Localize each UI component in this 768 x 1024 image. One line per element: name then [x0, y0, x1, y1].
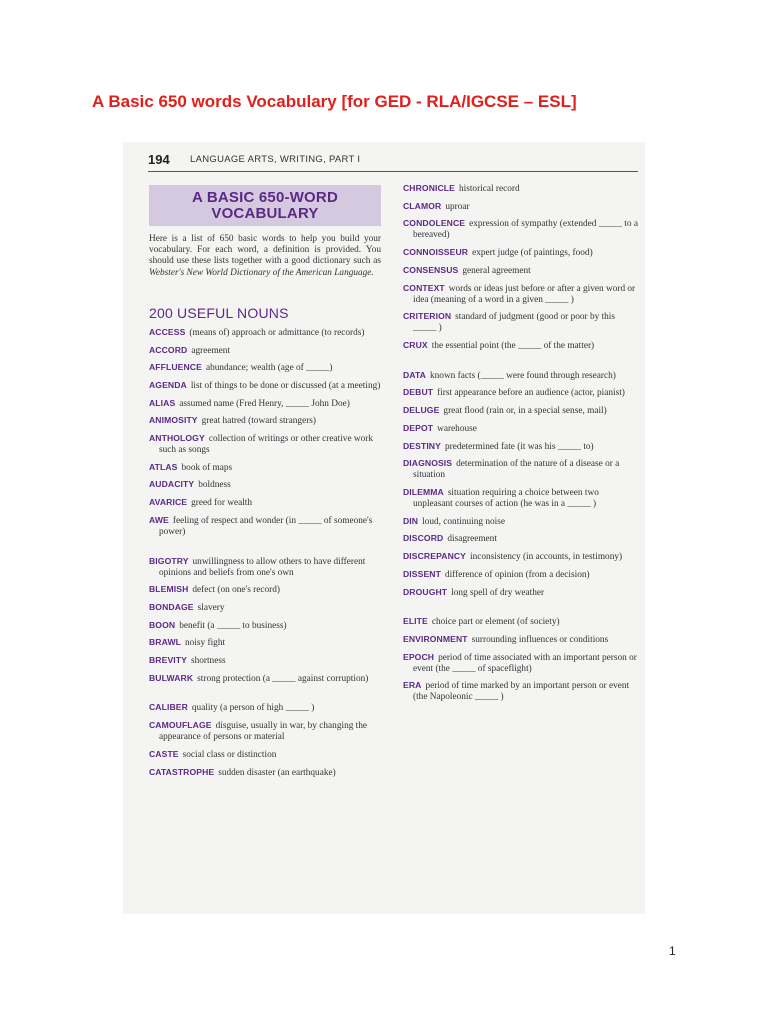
vocab-definition: list of things to be done or discussed (at a meeting)	[190, 380, 381, 391]
vocab-definition: book of maps	[181, 462, 233, 473]
letter-group-gap	[149, 544, 381, 556]
vocab-term: CONSENSUS	[403, 264, 459, 275]
vocab-definition: uproar	[445, 201, 470, 212]
intro-text: Here is a list of 650 basic words to help you build your vocabulary. For each word, a definition is provided. You should use these lists together with a good dictionary such as	[149, 234, 381, 267]
vocab-entry	[149, 479, 381, 491]
vocab-term: CRITERION	[403, 311, 452, 322]
vocab-entry	[403, 340, 638, 352]
vocab-definition: slavery	[197, 603, 225, 614]
left-column	[149, 185, 381, 784]
scan-page-number: 194	[148, 152, 170, 167]
vocab-entry	[403, 218, 638, 241]
vocab-term: CLAMOR	[403, 200, 442, 211]
vocab-entry	[403, 183, 638, 195]
vocab-term: CAMOUFLAGE	[149, 720, 212, 731]
vocab-term: DELUGE	[403, 405, 440, 416]
vocab-term: BREVITY	[149, 655, 187, 666]
vocab-definition: boldness	[198, 480, 231, 491]
vocab-term: EPOCH	[403, 651, 435, 662]
vocab-term: BULWARK	[149, 672, 194, 683]
right-entry-list	[403, 183, 638, 704]
vocab-entry	[149, 637, 381, 649]
vocab-term: CONDOLENCE	[403, 218, 466, 229]
vocab-entry	[403, 311, 638, 334]
vocab-entry	[403, 652, 638, 675]
vocab-definition: inconsistency (in accounts, in testimony)	[470, 552, 623, 563]
vocab-entry	[149, 433, 381, 456]
vocab-definition: historical record	[458, 184, 520, 194]
vocab-entry	[149, 655, 381, 667]
letter-group-gap	[403, 604, 638, 616]
vocab-entry	[403, 265, 638, 277]
vocab-definition: determination of the nature of a disease or a situation	[413, 459, 620, 481]
vocab-term: DISCORD	[403, 533, 444, 544]
vocab-definition: surrounding influences or conditions	[471, 634, 609, 645]
title-line-1: A BASIC 650-WORD	[192, 188, 338, 206]
letter-group-gap	[149, 690, 381, 702]
left-entry-list	[149, 327, 381, 779]
vocab-definition: strong protection (a _____ against corruption)	[197, 673, 369, 684]
vocab-definition: period of time associated with an important person or event (the _____ of spaceflight)	[413, 652, 637, 674]
vocab-term: ATLAS	[149, 461, 178, 472]
vocab-term: ANIMOSITY	[149, 415, 198, 426]
vocab-definition: unwillingness to allow others to have different opinions and beliefs from one's own	[159, 556, 366, 578]
vocab-term: CATASTROPHE	[149, 766, 215, 777]
vocab-term: ELITE	[403, 616, 428, 627]
vocab-entry	[403, 201, 638, 213]
vocab-entry	[149, 584, 381, 596]
vocab-term: BIGOTRY	[149, 555, 189, 566]
vocab-definition: benefit (a _____ to business)	[179, 620, 287, 631]
running-header	[148, 152, 638, 172]
vocab-definition: period of time marked by an important person or event (the Napoleonic _____ )	[413, 681, 630, 703]
scanned-page	[123, 142, 645, 914]
vocab-definition: sudden disaster (an earthquake)	[218, 767, 336, 778]
vocab-entry	[403, 587, 638, 599]
vocab-definition: shortness	[190, 656, 226, 667]
vocab-entry	[403, 516, 638, 528]
vocab-term: CRUX	[403, 340, 428, 351]
vocab-term: DESTINY	[403, 440, 441, 451]
vocab-term: ERA	[403, 680, 422, 691]
vocab-definition: expert judge (of paintings, food)	[472, 248, 593, 259]
vocab-entry	[403, 441, 638, 453]
vocab-definition: great flood (rain or, in a special sense, mail)	[443, 406, 607, 417]
vocab-definition: words or ideas just before or after a given word or idea (meaning of a word in a given _____ )	[413, 283, 636, 305]
section-heading: 200 USEFUL NOUNS	[149, 304, 289, 321]
running-head: LANGUAGE ARTS, WRITING, PART I	[190, 154, 361, 165]
vocab-term: CONTEXT	[403, 282, 445, 293]
vocab-definition: feeling of respect and wonder (in _____ of someone's power)	[159, 515, 373, 537]
vocab-entry	[149, 720, 381, 743]
vocab-entry	[403, 680, 638, 703]
vocab-entry	[149, 602, 381, 614]
vocab-entry	[403, 569, 638, 581]
vocab-entry	[403, 387, 638, 399]
vocab-entry	[149, 462, 381, 474]
vocab-definition: disguise, usually in war, by changing the appearance of persons or material	[159, 721, 368, 743]
intro-paragraph	[149, 234, 381, 279]
vocab-entry	[149, 415, 381, 427]
vocab-term: CONNOISSEUR	[403, 247, 469, 258]
vocab-term: AVARICE	[149, 497, 188, 508]
vocab-entry	[403, 634, 638, 646]
vocab-entry	[403, 533, 638, 545]
vocab-definition: agreement	[191, 345, 231, 356]
vocab-definition: difference of opinion (from a decision)	[444, 569, 590, 580]
vocab-term: ANTHOLOGY	[149, 432, 205, 443]
vocab-entry	[403, 551, 638, 563]
vocab-entry	[149, 398, 381, 410]
vocab-definition: first appearance before an audience (actor, pianist)	[437, 388, 625, 399]
vocab-definition: standard of judgment (good or poor by this _____ )	[413, 312, 616, 334]
vocab-definition: warehouse	[437, 423, 477, 434]
vocab-term: DIAGNOSIS	[403, 458, 453, 469]
vocab-term: BLEMISH	[149, 584, 189, 595]
vocab-definition: predetermined fate (it was his _____ to)	[444, 441, 594, 452]
vocab-definition: situation requiring a choice between two unpleasant courses of action (he was in a _____ )	[413, 488, 599, 510]
vocab-term: ACCORD	[149, 344, 188, 355]
vocab-entry	[149, 515, 381, 538]
vocab-term: ACCESS	[149, 326, 186, 337]
vocab-definition: (means of) approach or admittance (to records)	[189, 327, 365, 338]
vocab-term: CALIBER	[149, 702, 188, 713]
vocab-definition: known facts (_____ were found through research)	[430, 370, 616, 381]
vocab-term: DATA	[403, 369, 426, 380]
document-title: A Basic 650 words Vocabulary [for GED - RLA/IGCSE – ESL]	[92, 92, 577, 111]
title-line-2: VOCABULARY	[211, 204, 319, 222]
title-box	[149, 185, 381, 226]
dictionary-title: Webster's New World Dictionary of the American Language.	[149, 267, 374, 278]
vocab-entry	[149, 327, 381, 339]
vocab-entry	[403, 487, 638, 510]
vocab-term: ENVIRONMENT	[403, 633, 468, 644]
vocab-definition: general agreement	[462, 265, 531, 276]
vocab-definition: abundance; wealth (age of _____)	[205, 363, 333, 374]
vocab-term: DEBUT	[403, 387, 434, 398]
vocab-definition: social class or distinction	[182, 749, 277, 760]
vocab-definition: the essential point (the _____ of the matter)	[431, 341, 595, 352]
vocab-term: AUDACITY	[149, 479, 195, 490]
vocab-term: CASTE	[149, 748, 179, 759]
vocab-definition: disagreement	[447, 534, 497, 545]
vocab-term: BOON	[149, 619, 176, 630]
vocab-definition: long spell of dry weather	[451, 587, 545, 598]
vocab-term: DROUGHT	[403, 586, 448, 597]
vocab-definition: loud, continuing noise	[422, 516, 506, 527]
vocab-definition: great hatred (toward strangers)	[201, 416, 317, 427]
vocab-entry	[149, 702, 381, 714]
vocab-entry	[149, 749, 381, 761]
vocab-term: DEPOT	[403, 422, 434, 433]
vocab-term: BRAWL	[149, 637, 182, 648]
vocab-entry	[403, 370, 638, 382]
vocab-entry	[403, 283, 638, 306]
vocab-definition: greed for wealth	[191, 498, 253, 509]
vocab-entry	[149, 345, 381, 357]
vocab-entry	[403, 405, 638, 417]
vocab-term: AGENDA	[149, 379, 187, 390]
vocab-definition: expression of sympathy (extended _____ to a bereaved)	[413, 219, 638, 241]
vocab-definition: assumed name (Fred Henry, _____ John Doe)	[179, 398, 350, 409]
vocab-entry	[149, 497, 381, 509]
vocab-entry	[149, 673, 381, 685]
vocab-definition: quality (a person of high _____ )	[191, 703, 315, 714]
footer-page-number: 1	[669, 944, 676, 958]
vocab-term: ALIAS	[149, 397, 176, 408]
vocab-term: AFFLUENCE	[149, 362, 202, 373]
vocab-entry	[149, 556, 381, 579]
vocab-term: DISCREPANCY	[403, 551, 467, 562]
vocab-term: CHRONICLE	[403, 183, 455, 193]
vocab-term: BONDAGE	[149, 602, 194, 613]
letter-group-gap	[403, 358, 638, 370]
vocab-entry	[403, 616, 638, 628]
vocab-term: DILEMMA	[403, 487, 444, 497]
vocab-term: DIN	[403, 515, 419, 526]
vocab-term: DISSENT	[403, 568, 441, 579]
vocab-definition: defect (on one's record)	[192, 585, 281, 596]
right-column	[403, 183, 638, 709]
vocab-term: AWE	[149, 514, 169, 525]
vocab-definition: noisy fight	[185, 638, 226, 649]
vocab-entry	[403, 458, 638, 481]
vocab-entry	[149, 362, 381, 374]
vocab-entry	[403, 247, 638, 259]
vocab-entry	[149, 620, 381, 632]
vocab-definition: choice part or element (of society)	[431, 617, 560, 628]
vocab-entry	[403, 423, 638, 435]
vocab-entry	[149, 767, 381, 779]
vocab-entry	[149, 380, 381, 392]
vocab-definition: collection of writings or other creative work such as songs	[159, 433, 374, 456]
